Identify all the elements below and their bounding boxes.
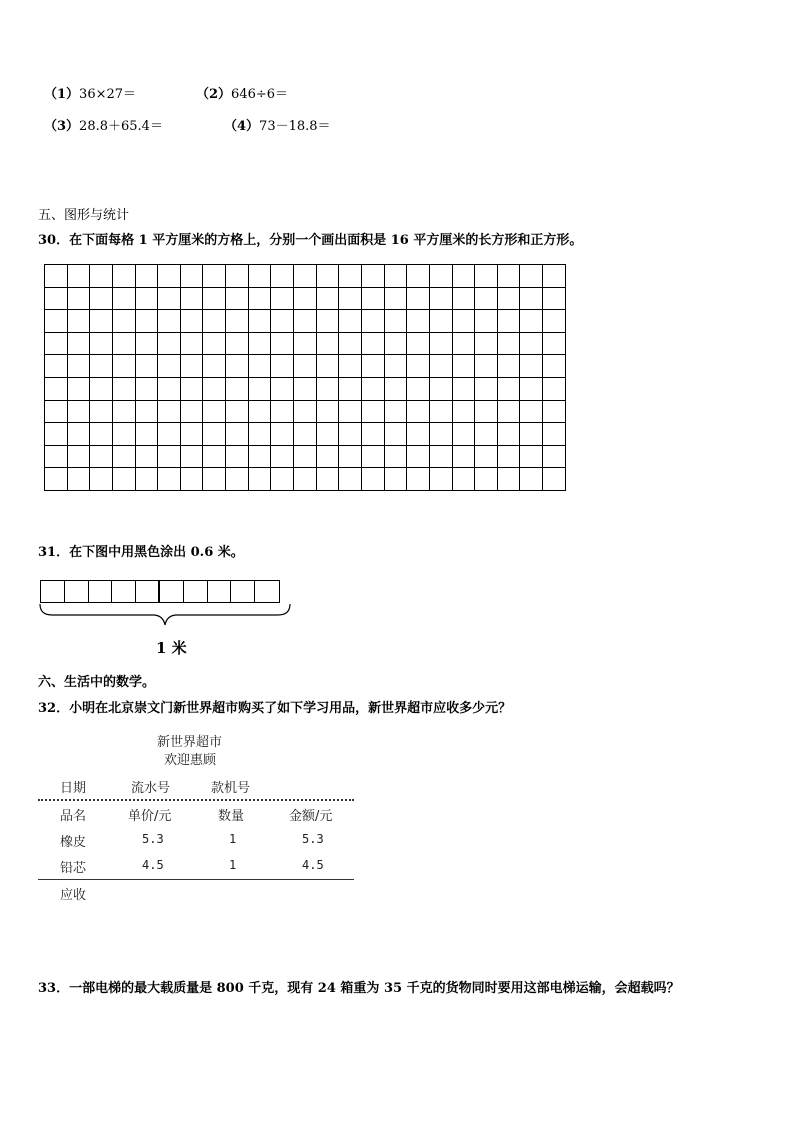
grid-cell[interactable] bbox=[430, 446, 453, 469]
grid-cell[interactable] bbox=[249, 401, 272, 424]
grid-cell[interactable] bbox=[249, 265, 272, 288]
question-32: 32．小明在北京崇文门新世界超市购买了如下学习用品，新世界超市应收多少元？ bbox=[38, 701, 512, 716]
grid-cell[interactable] bbox=[339, 378, 362, 401]
grid-cell[interactable] bbox=[430, 401, 453, 424]
grid-cell[interactable] bbox=[543, 310, 566, 333]
grid-cell[interactable] bbox=[453, 288, 476, 311]
grid-cell[interactable] bbox=[520, 310, 543, 333]
grid-cell[interactable] bbox=[158, 288, 181, 311]
grid-cell[interactable] bbox=[385, 378, 408, 401]
grid-cell[interactable] bbox=[520, 401, 543, 424]
grid-cell[interactable] bbox=[430, 468, 453, 491]
grid-cell[interactable] bbox=[385, 401, 408, 424]
grid-cell[interactable] bbox=[498, 310, 521, 333]
grid-cell[interactable] bbox=[68, 310, 91, 333]
grid-cell[interactable] bbox=[362, 355, 385, 378]
calc-expression: 646÷6＝ bbox=[231, 87, 289, 102]
grid-cell[interactable] bbox=[294, 401, 317, 424]
receipt-col-qty: 数量 bbox=[218, 809, 245, 824]
grid-cell[interactable] bbox=[475, 333, 498, 356]
grid-cell[interactable] bbox=[203, 355, 226, 378]
grid-cell[interactable] bbox=[430, 265, 453, 288]
grid-cell[interactable] bbox=[520, 265, 543, 288]
grid-cell[interactable] bbox=[317, 401, 340, 424]
receipt-date-label: 日期 bbox=[60, 781, 87, 796]
grid-cell[interactable] bbox=[226, 355, 249, 378]
receipt-col-amount: 金额/元 bbox=[289, 809, 333, 824]
grid-cell[interactable] bbox=[430, 333, 453, 356]
grid-cell[interactable] bbox=[90, 401, 113, 424]
grid-cell[interactable] bbox=[271, 401, 294, 424]
grid-cell[interactable] bbox=[407, 378, 430, 401]
grid-cell[interactable] bbox=[226, 468, 249, 491]
grid-cell[interactable] bbox=[317, 423, 340, 446]
grid-cell[interactable] bbox=[430, 310, 453, 333]
meter-segment[interactable] bbox=[184, 581, 208, 602]
receipt-store-name: 新世界超市 bbox=[157, 735, 223, 750]
receipt-item-price: 5.3 bbox=[142, 832, 164, 846]
grid-cell[interactable] bbox=[498, 401, 521, 424]
meter-segment[interactable] bbox=[255, 581, 279, 602]
grid-cell[interactable] bbox=[226, 378, 249, 401]
grid-cell[interactable] bbox=[90, 468, 113, 491]
grid-cell[interactable] bbox=[520, 355, 543, 378]
grid-cell[interactable] bbox=[475, 468, 498, 491]
calc-expression: 73－18.8＝ bbox=[259, 119, 331, 134]
grid-cell[interactable] bbox=[339, 355, 362, 378]
grid-cell[interactable] bbox=[45, 265, 68, 288]
grid-cell[interactable] bbox=[362, 310, 385, 333]
grid-cell[interactable] bbox=[271, 288, 294, 311]
grid-cell[interactable] bbox=[362, 446, 385, 469]
grid-cell[interactable] bbox=[181, 265, 204, 288]
grid-cell[interactable] bbox=[113, 333, 136, 356]
grid-cell[interactable] bbox=[68, 468, 91, 491]
grid-cell[interactable] bbox=[294, 468, 317, 491]
receipt-col-name: 品名 bbox=[60, 809, 87, 824]
grid-cell[interactable] bbox=[45, 423, 68, 446]
grid-cell[interactable] bbox=[475, 288, 498, 311]
grid-cell[interactable] bbox=[543, 446, 566, 469]
grid-cell[interactable] bbox=[543, 333, 566, 356]
grid-cell[interactable] bbox=[362, 265, 385, 288]
receipt-solid-divider bbox=[38, 879, 354, 880]
grid-cell[interactable] bbox=[475, 310, 498, 333]
meter-segment[interactable] bbox=[208, 581, 232, 602]
calc-number: （1） bbox=[44, 87, 80, 102]
grid-cell[interactable] bbox=[158, 310, 181, 333]
grid-cell[interactable] bbox=[294, 333, 317, 356]
grid-cell[interactable] bbox=[385, 288, 408, 311]
grid-cell[interactable] bbox=[136, 401, 159, 424]
question-31: 31．在下图中用黑色涂出 0.6 米。 bbox=[38, 545, 244, 560]
grid-cell[interactable] bbox=[203, 401, 226, 424]
grid-cell[interactable] bbox=[68, 355, 91, 378]
grid-cell[interactable] bbox=[181, 446, 204, 469]
grid-cell[interactable] bbox=[362, 378, 385, 401]
grid-cell[interactable] bbox=[158, 401, 181, 424]
meter-segment[interactable] bbox=[160, 581, 184, 602]
meter-segment[interactable] bbox=[65, 581, 89, 602]
grid-cell[interactable] bbox=[498, 378, 521, 401]
grid-cell[interactable] bbox=[136, 355, 159, 378]
grid-cell[interactable] bbox=[90, 288, 113, 311]
brace-icon bbox=[38, 602, 292, 628]
receipt-dotted-divider bbox=[38, 799, 354, 801]
receipt-item-qty: 1 bbox=[229, 858, 237, 872]
grid-cell[interactable] bbox=[294, 355, 317, 378]
grid-cell[interactable] bbox=[203, 446, 226, 469]
grid-cell[interactable] bbox=[249, 446, 272, 469]
grid-cell[interactable] bbox=[90, 446, 113, 469]
grid-cell[interactable] bbox=[249, 423, 272, 446]
grid-cell[interactable] bbox=[317, 355, 340, 378]
grid-cell[interactable] bbox=[181, 401, 204, 424]
calc-expression: 28.8＋65.4＝ bbox=[79, 119, 163, 134]
grid-cell[interactable] bbox=[113, 468, 136, 491]
grid-cell[interactable] bbox=[407, 288, 430, 311]
grid-cell[interactable] bbox=[113, 310, 136, 333]
grid-cell[interactable] bbox=[203, 310, 226, 333]
grid-cell[interactable] bbox=[90, 265, 113, 288]
grid-cell[interactable] bbox=[203, 468, 226, 491]
grid-cell[interactable] bbox=[226, 265, 249, 288]
grid-cell[interactable] bbox=[317, 468, 340, 491]
grid-cell[interactable] bbox=[317, 378, 340, 401]
calc-number: （2） bbox=[196, 87, 232, 102]
grid-cell[interactable] bbox=[475, 355, 498, 378]
grid-cell[interactable] bbox=[136, 265, 159, 288]
grid-cell[interactable] bbox=[181, 333, 204, 356]
grid-cell[interactable] bbox=[453, 265, 476, 288]
grid-cell[interactable] bbox=[249, 333, 272, 356]
calc-number: （3） bbox=[44, 119, 80, 134]
grid-cell[interactable] bbox=[226, 333, 249, 356]
grid-cell[interactable] bbox=[317, 310, 340, 333]
grid-cell[interactable] bbox=[453, 333, 476, 356]
grid-cell[interactable] bbox=[271, 355, 294, 378]
grid-cell[interactable] bbox=[543, 355, 566, 378]
grid-cell[interactable] bbox=[271, 265, 294, 288]
calc-item-4 bbox=[224, 115, 331, 134]
grid-cell[interactable] bbox=[453, 310, 476, 333]
grid-cell[interactable] bbox=[45, 355, 68, 378]
grid-cell[interactable] bbox=[339, 265, 362, 288]
grid-cell[interactable] bbox=[385, 468, 408, 491]
grid-cell[interactable] bbox=[249, 468, 272, 491]
grid-cell[interactable] bbox=[68, 423, 91, 446]
grid-cell[interactable] bbox=[68, 333, 91, 356]
grid-cell[interactable] bbox=[136, 468, 159, 491]
grid-cell[interactable] bbox=[362, 401, 385, 424]
grid-cell[interactable] bbox=[430, 355, 453, 378]
grid-cell[interactable] bbox=[113, 378, 136, 401]
grid-cell[interactable] bbox=[543, 265, 566, 288]
grid-cell[interactable] bbox=[226, 401, 249, 424]
grid-cell[interactable] bbox=[362, 333, 385, 356]
grid-cell[interactable] bbox=[430, 423, 453, 446]
grid-cell[interactable] bbox=[249, 378, 272, 401]
meter-segment[interactable] bbox=[231, 581, 255, 602]
grid-cell[interactable] bbox=[181, 288, 204, 311]
grid-cell[interactable] bbox=[45, 333, 68, 356]
grid-cell[interactable] bbox=[226, 446, 249, 469]
grid-cell[interactable] bbox=[407, 468, 430, 491]
meter-segment[interactable] bbox=[89, 581, 113, 602]
grid-cell[interactable] bbox=[45, 468, 68, 491]
grid-cell[interactable] bbox=[45, 446, 68, 469]
grid-cell[interactable] bbox=[68, 401, 91, 424]
grid-cell[interactable] bbox=[113, 446, 136, 469]
grid-cell[interactable] bbox=[498, 423, 521, 446]
grid-cell[interactable] bbox=[385, 446, 408, 469]
grid-cell[interactable] bbox=[339, 401, 362, 424]
receipt-item-amount: 5.3 bbox=[302, 832, 324, 846]
grid-cell[interactable] bbox=[453, 401, 476, 424]
grid-cell[interactable] bbox=[90, 423, 113, 446]
grid-cell[interactable] bbox=[271, 423, 294, 446]
grid-cell[interactable] bbox=[158, 355, 181, 378]
grid-cell[interactable] bbox=[203, 288, 226, 311]
grid-cell[interactable] bbox=[453, 355, 476, 378]
grid-cell[interactable] bbox=[543, 401, 566, 424]
grid-cell[interactable] bbox=[453, 378, 476, 401]
grid-cell[interactable] bbox=[136, 446, 159, 469]
grid-cell[interactable] bbox=[181, 423, 204, 446]
receipt-total-label: 应收 bbox=[60, 888, 87, 903]
meter-segment[interactable] bbox=[41, 581, 65, 602]
grid-cell[interactable] bbox=[113, 423, 136, 446]
grid-cell[interactable] bbox=[362, 468, 385, 491]
grid-cell[interactable] bbox=[294, 310, 317, 333]
receipt-serial-label: 流水号 bbox=[131, 781, 171, 796]
grid-cell[interactable] bbox=[136, 378, 159, 401]
grid-cell[interactable] bbox=[317, 265, 340, 288]
grid-cell[interactable] bbox=[339, 468, 362, 491]
grid-cell[interactable] bbox=[136, 423, 159, 446]
meter-strip[interactable] bbox=[40, 580, 280, 603]
receipt-item-name: 橡皮 bbox=[60, 835, 87, 850]
grid-cell[interactable] bbox=[362, 423, 385, 446]
grid-cell[interactable] bbox=[181, 355, 204, 378]
grid-cell[interactable] bbox=[407, 446, 430, 469]
grid-cell[interactable] bbox=[543, 423, 566, 446]
grid-cell[interactable] bbox=[136, 310, 159, 333]
receipt-col-price: 单价/元 bbox=[128, 809, 172, 824]
grid-cell[interactable] bbox=[385, 333, 408, 356]
grid-cell[interactable] bbox=[385, 355, 408, 378]
receipt-item-price: 4.5 bbox=[142, 858, 164, 872]
grid-cell[interactable] bbox=[317, 333, 340, 356]
grid-cell[interactable] bbox=[271, 378, 294, 401]
grid-cell[interactable] bbox=[407, 310, 430, 333]
grid-cell[interactable] bbox=[339, 288, 362, 311]
grid-cell[interactable] bbox=[294, 288, 317, 311]
brace-label: 1 米 bbox=[156, 639, 187, 657]
grid-cell[interactable] bbox=[543, 468, 566, 491]
grid-cell[interactable] bbox=[498, 288, 521, 311]
grid-cell[interactable] bbox=[294, 265, 317, 288]
grid-cell[interactable] bbox=[45, 310, 68, 333]
grid-cell[interactable] bbox=[520, 423, 543, 446]
grid-cell[interactable] bbox=[339, 310, 362, 333]
grid-cell[interactable] bbox=[271, 468, 294, 491]
grid-cell[interactable] bbox=[294, 378, 317, 401]
grid-cell[interactable] bbox=[294, 446, 317, 469]
grid-cell[interactable] bbox=[113, 288, 136, 311]
grid-cell[interactable] bbox=[339, 446, 362, 469]
grid-cell[interactable] bbox=[113, 355, 136, 378]
grid-cell[interactable] bbox=[271, 446, 294, 469]
grid-cell[interactable] bbox=[317, 288, 340, 311]
grid-cell[interactable] bbox=[520, 446, 543, 469]
calc-item-1 bbox=[44, 83, 136, 102]
receipt-item-name: 铅芯 bbox=[60, 861, 87, 876]
grid-cell[interactable] bbox=[475, 378, 498, 401]
grid-cell[interactable] bbox=[362, 288, 385, 311]
grid-cell[interactable] bbox=[226, 310, 249, 333]
section-title-life-math: 六、生活中的数学。 bbox=[38, 675, 156, 690]
grid-cell[interactable] bbox=[45, 401, 68, 424]
grid-cell[interactable] bbox=[90, 333, 113, 356]
square-grid[interactable] bbox=[44, 264, 566, 491]
calc-item-2 bbox=[196, 83, 288, 102]
grid-cell[interactable] bbox=[453, 446, 476, 469]
grid-cell[interactable] bbox=[203, 423, 226, 446]
grid-cell[interactable] bbox=[543, 378, 566, 401]
question-33: 33．一部电梯的最大载质量是 800 千克，现有 24 箱重为 35 千克的货物同时要用这部电梯运输，会超载吗？ bbox=[38, 981, 680, 996]
grid-cell[interactable] bbox=[45, 378, 68, 401]
grid-cell[interactable] bbox=[68, 378, 91, 401]
receipt-item-qty: 1 bbox=[229, 832, 237, 846]
calc-expression: 36×27＝ bbox=[79, 87, 137, 102]
grid-cell[interactable] bbox=[498, 355, 521, 378]
grid-cell[interactable] bbox=[226, 423, 249, 446]
grid-cell[interactable] bbox=[430, 378, 453, 401]
meter-segment[interactable] bbox=[136, 581, 160, 602]
grid-cell[interactable] bbox=[158, 468, 181, 491]
grid-cell[interactable] bbox=[136, 288, 159, 311]
grid-cell[interactable] bbox=[249, 355, 272, 378]
grid-cell[interactable] bbox=[385, 423, 408, 446]
grid-cell[interactable] bbox=[430, 288, 453, 311]
grid-cell[interactable] bbox=[520, 333, 543, 356]
grid-cell[interactable] bbox=[453, 468, 476, 491]
grid-cell[interactable] bbox=[498, 333, 521, 356]
grid-cell[interactable] bbox=[90, 355, 113, 378]
grid-cell[interactable] bbox=[158, 446, 181, 469]
grid-cell[interactable] bbox=[158, 265, 181, 288]
grid-cell[interactable] bbox=[68, 446, 91, 469]
grid-cell[interactable] bbox=[407, 333, 430, 356]
section-title-graphics-statistics: 五、图形与统计 bbox=[38, 208, 130, 223]
grid-cell[interactable] bbox=[498, 265, 521, 288]
grid-cell[interactable] bbox=[475, 446, 498, 469]
meter-segment[interactable] bbox=[112, 581, 136, 602]
grid-cell[interactable] bbox=[45, 288, 68, 311]
receipt-item-amount: 4.5 bbox=[302, 858, 324, 872]
grid-cell[interactable] bbox=[453, 423, 476, 446]
grid-cell[interactable] bbox=[203, 265, 226, 288]
grid-cell[interactable] bbox=[113, 401, 136, 424]
grid-cell[interactable] bbox=[226, 288, 249, 311]
receipt-welcome: 欢迎惠顾 bbox=[164, 753, 217, 768]
grid-cell[interactable] bbox=[520, 468, 543, 491]
grid-cell[interactable] bbox=[339, 423, 362, 446]
grid-cell[interactable] bbox=[498, 468, 521, 491]
grid-cell[interactable] bbox=[90, 310, 113, 333]
question-30: 30．在下面每格 1 平方厘米的方格上，分别一个画出面积是 16 平方厘米的长方形和正方形。 bbox=[38, 233, 583, 248]
grid-cell[interactable] bbox=[520, 378, 543, 401]
grid-cell[interactable] bbox=[385, 265, 408, 288]
grid-cell[interactable] bbox=[407, 423, 430, 446]
grid-cell[interactable] bbox=[181, 310, 204, 333]
grid-cell[interactable] bbox=[498, 446, 521, 469]
grid-cell[interactable] bbox=[136, 333, 159, 356]
grid-cell[interactable] bbox=[68, 288, 91, 311]
grid-cell[interactable] bbox=[181, 378, 204, 401]
grid-cell[interactable] bbox=[271, 310, 294, 333]
grid-cell[interactable] bbox=[181, 468, 204, 491]
receipt-register-label: 款机号 bbox=[211, 781, 251, 796]
grid-cell[interactable] bbox=[203, 378, 226, 401]
grid-cell[interactable] bbox=[543, 288, 566, 311]
grid-cell[interactable] bbox=[475, 423, 498, 446]
grid-cell[interactable] bbox=[68, 265, 91, 288]
calc-item-3 bbox=[44, 115, 163, 134]
grid-cell[interactable] bbox=[407, 265, 430, 288]
grid-cell[interactable] bbox=[158, 423, 181, 446]
grid-cell[interactable] bbox=[317, 446, 340, 469]
grid-cell[interactable] bbox=[90, 378, 113, 401]
grid-cell[interactable] bbox=[249, 310, 272, 333]
grid-cell[interactable] bbox=[407, 401, 430, 424]
calc-number: （4） bbox=[224, 119, 260, 134]
grid-cell[interactable] bbox=[385, 310, 408, 333]
grid-cell[interactable] bbox=[475, 265, 498, 288]
grid-cell[interactable] bbox=[475, 401, 498, 424]
grid-cell[interactable] bbox=[520, 288, 543, 311]
grid-cell[interactable] bbox=[407, 355, 430, 378]
grid-cell[interactable] bbox=[339, 333, 362, 356]
grid-cell[interactable] bbox=[113, 265, 136, 288]
grid-cell[interactable] bbox=[249, 288, 272, 311]
grid-cell[interactable] bbox=[158, 333, 181, 356]
grid-cell[interactable] bbox=[271, 333, 294, 356]
grid-cell[interactable] bbox=[203, 333, 226, 356]
grid-cell[interactable] bbox=[158, 378, 181, 401]
grid-cell[interactable] bbox=[294, 423, 317, 446]
